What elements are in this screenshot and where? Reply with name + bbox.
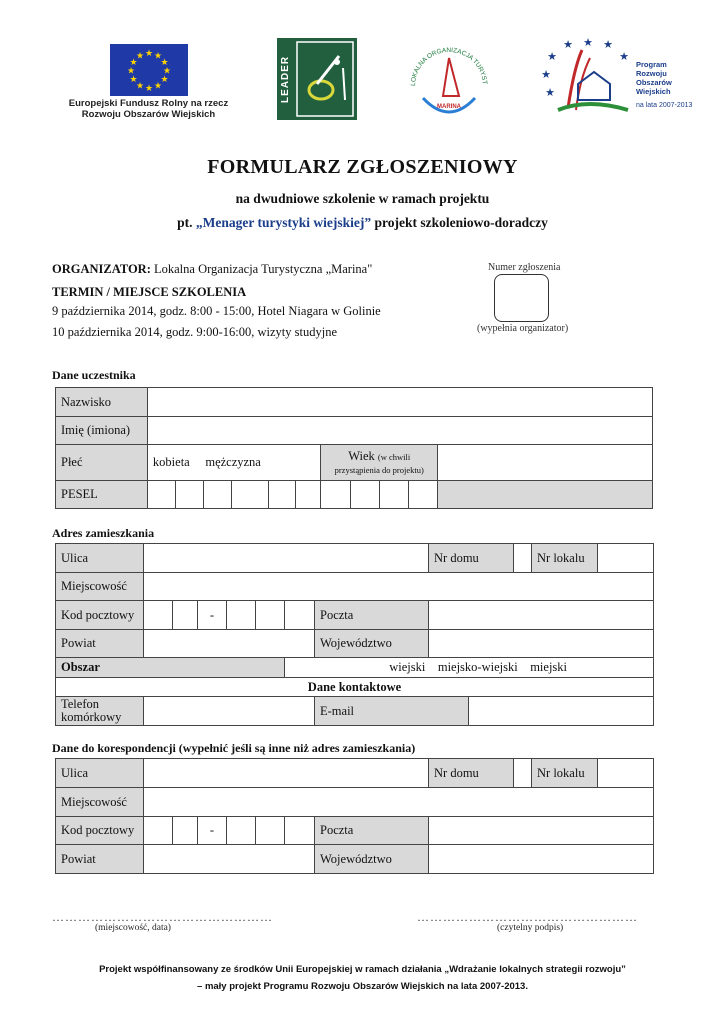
pesel-label: PESEL	[56, 481, 148, 509]
table-row	[56, 658, 654, 678]
area-mixed-label: miejsko-wiejski	[437, 660, 518, 674]
male-label: mężczyzna	[205, 455, 261, 469]
table-row	[56, 481, 653, 509]
prow-line4: Wiejskich	[636, 87, 671, 96]
postal-digit[interactable]	[144, 601, 173, 630]
prow-line1: Program	[636, 60, 667, 69]
leader-text: LEADER	[280, 55, 291, 103]
svg-text:★: ★	[159, 75, 169, 85]
corr-flat-no-field[interactable]	[598, 759, 654, 788]
svg-text:★: ★	[563, 38, 573, 51]
leader-emblem-icon	[277, 38, 357, 120]
corr-county-label: Powiat	[56, 845, 144, 874]
corr-county-field[interactable]	[144, 845, 315, 874]
table-row	[56, 601, 654, 630]
flat-no-label: Nr lokalu	[532, 544, 598, 573]
table-row	[56, 845, 654, 874]
corr-voivodeship-field[interactable]	[429, 845, 654, 874]
city-field[interactable]	[144, 573, 654, 601]
table-row	[56, 417, 653, 445]
email-label: E-mail	[315, 697, 469, 726]
svg-text:★: ★	[128, 58, 138, 68]
table-row	[56, 388, 653, 417]
pesel-digit[interactable]	[351, 481, 380, 509]
project-name: „Menager turystyki wiejskiej”	[195, 215, 372, 230]
term-label: TERMIN / MIEJSCE SZKOLENIA	[52, 285, 247, 299]
page-title: FORMULARZ ZGŁOSZENIOWY	[207, 156, 518, 178]
pesel-digit[interactable]	[380, 481, 409, 509]
term-day2: 10 października 2014, godz. 9:00-16:00, wizyty studyjne	[52, 325, 338, 339]
table-row	[56, 573, 654, 601]
corr-postal-digit[interactable]	[256, 817, 285, 845]
lot-marina-logo	[405, 36, 493, 124]
address-table	[55, 543, 654, 726]
age-field[interactable]	[438, 445, 653, 481]
svg-text:★: ★	[128, 75, 138, 85]
number-box-note: (wypełnia organizator)	[477, 323, 569, 334]
age-label-text: Wiek	[348, 448, 375, 463]
pesel-digit[interactable]	[321, 481, 351, 509]
project-prefix: pt.	[177, 215, 196, 230]
pesel-filler	[438, 481, 653, 509]
pesel-digit[interactable]	[409, 481, 438, 509]
eu-caption-line1: Europejski Fundusz Rolny na rzecz	[68, 98, 229, 109]
area-rural-label: wiejski	[389, 660, 426, 674]
logo-bar	[0, 36, 725, 126]
table-row	[56, 788, 654, 817]
prow-text	[636, 60, 672, 96]
postal-digit[interactable]	[285, 601, 315, 630]
table-row	[56, 697, 654, 726]
prow-logo	[538, 38, 698, 120]
correspondence-table	[55, 758, 654, 874]
organizer-label: ORGANIZATOR:	[52, 262, 151, 276]
female-label: kobieta	[152, 455, 190, 469]
corr-postal-digit[interactable]	[285, 817, 315, 845]
lot-name: MARINA	[437, 104, 461, 110]
corr-postal-digit[interactable]	[227, 817, 256, 845]
corr-flat-no-label: Nr lokalu	[532, 759, 598, 788]
table-row	[56, 630, 654, 658]
organizer-line	[52, 262, 372, 277]
svg-text:★: ★	[162, 66, 171, 77]
prow-line2: Rozwoju	[636, 69, 667, 78]
postal-digit[interactable]	[256, 601, 285, 630]
eu-flag-icon	[110, 44, 188, 96]
svg-text:★: ★	[583, 38, 593, 49]
corr-voivodeship-label: Województwo	[315, 845, 429, 874]
svg-text:★: ★	[541, 68, 551, 81]
corr-house-no-label: Nr domu	[429, 759, 514, 788]
postal-dash: -	[198, 601, 227, 630]
footer-line2: – mały projekt Programu Rozwoju Obszarów Wiejskich na lata 2007-2013.	[197, 981, 528, 992]
age-label	[321, 445, 438, 481]
corr-city-label: Miejscowość	[56, 788, 144, 817]
page-subtitle: na dwudniowe szkolenie w ramach projektu	[235, 191, 490, 206]
county-label: Powiat	[56, 630, 144, 658]
svg-text:★: ★	[153, 51, 162, 62]
participant-table	[55, 387, 653, 509]
participant-section-title: Dane uczestnika	[52, 368, 136, 382]
phone-field[interactable]	[144, 697, 315, 726]
lot-arc-text: LOKALNA ORGANIZACJA TURYST	[409, 46, 488, 87]
footer-line1: Projekt współfinansowany ze środków Unii Europejskiej w ramach działania „Wdrażanie lokalnych strategii rozwoju”	[99, 964, 626, 975]
svg-text:★: ★	[619, 50, 629, 63]
table-row	[56, 759, 654, 788]
corr-street-label: Ulica	[56, 759, 144, 788]
pesel-digit[interactable]	[175, 481, 203, 509]
corr-postal-digit[interactable]	[144, 817, 173, 845]
pesel-digit[interactable]	[147, 481, 175, 509]
surname-label: Nazwisko	[56, 388, 148, 417]
svg-text:★: ★	[153, 81, 162, 92]
phone-label: Telefon komórkowy	[56, 697, 144, 726]
term-day1: 9 października 2014, godz. 8:00 - 15:00, Hotel Niagara w Golinie	[52, 304, 381, 318]
svg-text:★: ★	[547, 50, 557, 63]
prow-sub: na lata 2007-2013	[636, 102, 693, 109]
age-note: (w chwili przystąpienia do projektu)	[334, 451, 424, 475]
prow-line3: Obszarów	[636, 78, 672, 87]
pesel-digit[interactable]	[231, 481, 268, 509]
correspondence-section-title: Dane do korespondencji (wypełnić jeśli są inne niż adres zamieszkania)	[52, 741, 416, 755]
street-field[interactable]	[144, 544, 429, 573]
prow-emblem-icon	[538, 38, 636, 120]
post-label: Poczta	[315, 601, 429, 630]
corr-postal-digit[interactable]	[173, 817, 198, 845]
signature-caption: (czytelny podpis)	[497, 923, 564, 933]
project-suffix: projekt szkoleniowo-doradczy	[371, 215, 548, 230]
house-no-field[interactable]	[514, 544, 532, 573]
corr-postal-dash: -	[198, 817, 227, 845]
city-label: Miejscowość	[56, 573, 144, 601]
post-field[interactable]	[429, 601, 654, 630]
eu-caption-line2: Rozwoju Obszarów Wiejskich	[81, 109, 216, 120]
first-name-label: Imię (imiona)	[56, 417, 148, 445]
svg-text:★: ★	[159, 58, 169, 68]
table-row	[56, 445, 653, 481]
address-section-title: Adres zamieszkania	[52, 526, 155, 540]
voivodeship-label: Województwo	[315, 630, 429, 658]
area-label: Obszar	[56, 658, 285, 678]
area-options	[285, 658, 654, 678]
eu-logo	[66, 44, 231, 120]
sex-label: Płeć	[56, 445, 148, 481]
number-box	[494, 274, 549, 322]
postal-code-label: Kod pocztowy	[56, 601, 144, 630]
county-field[interactable]	[144, 630, 315, 658]
postal-digit[interactable]	[173, 601, 198, 630]
number-box-label: Numer zgłoszenia	[488, 262, 561, 273]
corr-post-label: Poczta	[315, 817, 429, 845]
corr-street-field[interactable]	[144, 759, 429, 788]
area-urban-label: miejski	[530, 660, 568, 674]
svg-text:★: ★	[603, 38, 613, 51]
svg-text:★: ★	[135, 81, 144, 92]
organizer-value: Lokalna Organizacja Turystyczna „Marina"	[150, 262, 373, 276]
table-row	[56, 678, 654, 697]
voivodeship-field[interactable]	[429, 630, 654, 658]
table-row	[56, 544, 654, 573]
pesel-digit[interactable]	[268, 481, 295, 509]
leader-logo	[277, 38, 357, 120]
svg-text:★: ★	[126, 66, 135, 77]
sex-options	[147, 445, 320, 481]
contact-header: Dane kontaktowe	[56, 678, 654, 697]
street-label: Ulica	[56, 544, 144, 573]
first-name-field[interactable]	[147, 417, 652, 445]
house-no-label: Nr domu	[429, 544, 514, 573]
postal-digit[interactable]	[227, 601, 256, 630]
svg-text:★: ★	[144, 84, 153, 94]
corr-postal-code-label: Kod pocztowy	[56, 817, 144, 845]
table-row	[56, 817, 654, 845]
place-date-caption: (miejscowość, data)	[95, 923, 171, 933]
svg-text:★: ★	[144, 49, 153, 59]
svg-text:★: ★	[545, 86, 555, 99]
pesel-digit[interactable]	[295, 481, 321, 509]
corr-house-no-field[interactable]	[514, 759, 532, 788]
svg-text:★: ★	[135, 51, 144, 62]
signature-dots[interactable]: ……………………………………………	[417, 910, 638, 924]
place-date-dots[interactable]: ……………………………………………	[52, 910, 273, 924]
corr-post-field[interactable]	[429, 817, 654, 845]
email-field[interactable]	[469, 697, 654, 726]
pesel-digit[interactable]	[203, 481, 231, 509]
project-line	[0, 215, 725, 231]
flat-no-field[interactable]	[598, 544, 654, 573]
corr-city-field[interactable]	[144, 788, 654, 817]
surname-field[interactable]	[147, 388, 652, 417]
